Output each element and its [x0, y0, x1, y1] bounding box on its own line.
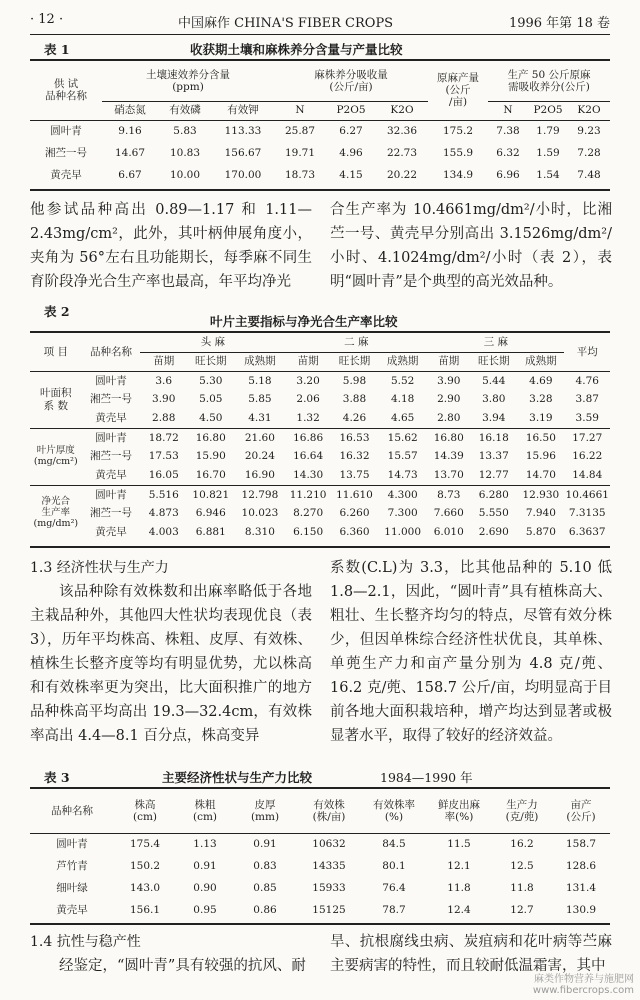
table-cell: 7.48: [577, 168, 601, 181]
table-cell: 2.90: [437, 393, 461, 406]
table-cell: 11.8: [447, 881, 471, 894]
table-cell: 16.22: [572, 450, 603, 463]
table-cell: 5.18: [248, 374, 272, 387]
table-cell: 155.9: [442, 146, 474, 159]
table-row: [30, 428, 610, 447]
table1-label: 表 1: [44, 42, 70, 57]
table-cell: 15125: [312, 903, 346, 916]
table-row: [30, 120, 610, 142]
table-cell: 12.1: [447, 859, 471, 872]
table-row: [30, 504, 610, 523]
table-cell: 170.00: [224, 168, 262, 181]
table-cell: 16.90: [234, 466, 285, 485]
table-cell: 11.000: [384, 526, 422, 539]
t2-stage: 苗期: [285, 352, 330, 371]
table-cell: 0.86: [253, 903, 277, 916]
t2-item: 净光合 生产率 (mg/dm²): [33, 496, 79, 530]
table-cell: 14.70: [517, 466, 564, 485]
table-cell: 3.90: [152, 393, 176, 406]
table1-title: 收获期土壤和麻株养分含量与产量比较: [190, 42, 403, 57]
table-cell: 16.80: [433, 431, 464, 444]
table-cell: 3.59: [564, 409, 610, 428]
table-cell: 12.798: [241, 488, 279, 501]
table-cell: 10.83: [169, 146, 201, 159]
t3-head: 鲜皮出麻 率(%): [426, 789, 492, 833]
table-cell: 0.95: [193, 903, 217, 916]
table-cell: 5.98: [342, 374, 367, 387]
t1-sub: P2O5: [326, 101, 376, 120]
table-cell: 10.4661: [565, 488, 609, 501]
t2-variety: 湘苎一号: [89, 450, 132, 463]
t1-sub: 有效磷: [158, 101, 212, 120]
table-cell: 4.96: [339, 146, 363, 159]
table-cell: 16.70: [187, 466, 234, 485]
t2-variety: 圆叶青: [95, 488, 127, 501]
table-cell: 175.2: [442, 125, 474, 138]
table3-label: 表 3: [44, 770, 70, 785]
table-cell: 7.38: [496, 125, 520, 138]
t2-stage: 苗期: [140, 352, 187, 371]
table-cell: 9.23: [577, 125, 601, 138]
table-cell: 0.91: [193, 859, 217, 872]
issue-info: 1996 年第 18 卷: [508, 16, 610, 31]
table-cell: 25.87: [284, 125, 316, 138]
t2-stage: 成熟期: [234, 352, 285, 371]
table-cell: 6.150: [293, 526, 324, 539]
table-cell: 7.660: [433, 507, 464, 520]
table-cell: 4.76: [575, 374, 599, 387]
table-cell: 5.44: [482, 374, 506, 387]
table-cell: 3.90: [437, 374, 461, 387]
table-cell: 1.79: [536, 125, 560, 138]
table-cell: 15933: [312, 881, 346, 894]
table-cell: 21.60: [244, 431, 275, 444]
t3-variety: 细叶绿: [56, 881, 88, 894]
table-cell: 1.59: [536, 146, 560, 159]
para1-left: [30, 198, 312, 294]
table-cell: 16.80: [195, 431, 226, 444]
table-cell: 4.26: [331, 409, 378, 428]
table-cell: 12.4: [447, 903, 471, 916]
t2-variety: 黄壳早: [82, 409, 141, 428]
table-cell: 6.96: [496, 168, 520, 181]
table-cell: 84.5: [382, 838, 406, 851]
table-cell: 5.516: [148, 488, 179, 501]
table-cell: 156.67: [224, 146, 262, 159]
table-cell: 3.20: [296, 374, 320, 387]
para1-right: [330, 198, 612, 294]
table-cell: 4.69: [529, 374, 553, 387]
journal-name: 中国麻作 CHINA'S FIBER CROPS: [178, 16, 394, 31]
section13-left: [30, 556, 312, 748]
table-cell: 78.7: [382, 903, 406, 916]
t2-stage: 旺长期: [187, 352, 234, 371]
t1-head-yield: 原麻产量 (公斤 /亩): [428, 61, 488, 120]
table-cell: 2.690: [478, 526, 509, 539]
table-cell: 4.50: [187, 409, 234, 428]
t1-sub: 有效钾: [212, 101, 274, 120]
table-cell: 14.84: [564, 466, 610, 485]
table2-bottom-rule: [30, 546, 610, 548]
table-cell: 5.30: [199, 374, 223, 387]
table-cell: 6.32: [496, 146, 520, 159]
table-cell: 16.32: [339, 450, 370, 463]
t3-head: 株高 (cm): [114, 789, 176, 833]
table-cell: 2.06: [296, 393, 320, 406]
table-cell: 12.77: [470, 466, 517, 485]
table-cell: 3.80: [482, 393, 506, 406]
table-row: [30, 142, 610, 164]
table-cell: 7.300: [387, 507, 418, 520]
t3-variety: 芦竹青: [56, 859, 88, 872]
body-text: 经鉴定，“圆叶青”具有较强的抗风、耐: [59, 958, 306, 974]
table-cell: 14.39: [433, 450, 464, 463]
table-cell: 7.940: [525, 507, 556, 520]
table-cell: 10632: [312, 838, 346, 851]
table-cell: 3.19: [517, 409, 564, 428]
table2: [30, 333, 610, 542]
table-cell: 3.28: [529, 393, 553, 406]
table-cell: 14.67: [114, 146, 146, 159]
t1-head-uptake: 麻株养分吸收量 (公斤/亩): [274, 61, 428, 101]
table-cell: 6.360: [339, 526, 370, 539]
table-cell: 9.16: [118, 125, 142, 138]
table-cell: 16.18: [478, 431, 509, 444]
table3: [30, 789, 610, 921]
table-row: [30, 164, 610, 186]
table-cell: 158.7: [565, 838, 597, 851]
table-cell: 143.0: [129, 881, 161, 894]
table-cell: 0.90: [193, 881, 217, 894]
table-cell: 16.86: [293, 431, 324, 444]
t3-variety: 黄壳早: [56, 903, 88, 916]
table-cell: 19.71: [284, 146, 316, 159]
table-row: [30, 833, 610, 855]
t3-variety: 圆叶青: [56, 838, 88, 851]
table3-years: 1984—1990 年: [380, 770, 473, 785]
t2-stage: 旺长期: [470, 352, 517, 371]
body-text: 他参试品种高出 0.89—1.17 和 1.11—2.43mg/cm²，此外，其叶柄伸展角度小，夹角为 56°左右且功能期长，每季麻不同生育阶段净光合生产率也最高，年平均净光: [30, 202, 312, 290]
table-cell: 4.18: [390, 393, 415, 406]
table-cell: 134.9: [442, 168, 474, 181]
t1-variety: 湘苎一号: [45, 146, 87, 159]
table-cell: 6.3637: [568, 526, 606, 539]
table-cell: 16.2: [510, 838, 534, 851]
section13-right: [330, 556, 612, 748]
table-cell: 15.90: [195, 450, 226, 463]
table-cell: 7.3135: [568, 507, 606, 520]
table-cell: 18.73: [284, 168, 316, 181]
t2-variety: 湘苎一号: [89, 507, 132, 520]
table-cell: 17.53: [148, 450, 179, 463]
table-cell: 6.881: [195, 526, 226, 539]
t1-head-need: 生产 50 公斤原麻 需吸收养分(公斤): [488, 61, 610, 101]
table-cell: 2.80: [427, 409, 470, 428]
table-cell: 4.15: [339, 168, 363, 181]
table-row: [30, 466, 610, 485]
table-cell: 13.70: [427, 466, 470, 485]
table-cell: 10.821: [192, 488, 230, 501]
table1: [30, 61, 610, 186]
t1-variety: 黄壳早: [50, 168, 82, 181]
table-row: [30, 899, 610, 921]
table-cell: 20.22: [386, 168, 418, 181]
table-cell: 6.280: [478, 488, 509, 501]
t1-sub: 硝态氮: [102, 101, 158, 120]
table-cell: 2.88: [140, 409, 187, 428]
table-cell: 22.73: [386, 146, 418, 159]
table2-title: 叶片主要指标与净光合生产率比较: [210, 314, 398, 329]
body-text: 旱、抗根腐线虫病、炭疽病和花叶病等苎麻主要病害的特性，而且较耐低温霜害，其中: [330, 934, 612, 974]
body-text: 合生产率为 10.4661mg/dm²/小时，比湘苎一号、黄壳早分别高出 3.1526mg/dm²/小时、4.1024mg/dm²/小时（表 2），表明“圆叶青”是个典型的高光效品种。: [330, 202, 612, 290]
t2-group-3: 三 麻: [427, 333, 564, 352]
t2-stage: 成熟期: [378, 352, 427, 371]
table-row: [30, 877, 610, 899]
table-cell: 8.73: [437, 488, 461, 501]
table-row: [30, 855, 610, 877]
table2-label: 表 2: [44, 304, 70, 319]
table-cell: 3.6: [155, 374, 173, 387]
t1-sub: N: [274, 101, 326, 120]
t2-head-avg: 平均: [564, 333, 610, 371]
page-number: · 12 ·: [30, 12, 64, 27]
table-cell: 1.32: [285, 409, 330, 428]
table-cell: 16.53: [339, 431, 370, 444]
table1-bottom-rule: [30, 189, 610, 191]
table-cell: 16.50: [525, 431, 556, 444]
table-cell: 12.7: [510, 903, 534, 916]
table-cell: 4.31: [234, 409, 285, 428]
table-cell: 175.4: [129, 838, 161, 851]
table-cell: 8.270: [293, 507, 324, 520]
table-cell: 5.870: [525, 526, 556, 539]
section14-heading: 1.4 抗性与稳产性: [30, 934, 141, 950]
table-cell: 76.4: [382, 881, 406, 894]
t1-head-variety: 供 试 品种名称: [30, 61, 102, 120]
table-cell: 113.33: [224, 125, 262, 138]
body-text: 系数(C.L)为 3.3，比其他品种的 5.10 低 1.8—2.1，因此，“圆叶青”具有植株高大、粗壮、生长整齐均匀的特点，尽管有效分株少，但因单株综合经济性状优良，其单株、单蔸生产力和亩产量分别为 4.8 克/蔸、16.2 克/蔸、158.7 公斤/亩，均明显高于目前各地大面积栽培种，增产均达到显著或极显著水平，取得了较好的经济效益。: [330, 560, 612, 744]
watermark: 麻类作物营养与施肥网 www.fibercrops.com: [532, 974, 634, 996]
table-cell: 15.62: [387, 431, 418, 444]
t3-head: 亩产 (公斤): [552, 789, 610, 833]
table-cell: 0.85: [253, 881, 277, 894]
table-cell: 4.873: [148, 507, 179, 520]
table-row: [30, 390, 610, 409]
table-cell: 1.13: [193, 838, 217, 851]
table-cell: 8.310: [244, 526, 275, 539]
t2-variety: 黄壳早: [82, 466, 141, 485]
table-cell: 12.930: [522, 488, 560, 501]
t3-head: 株粗 (cm): [176, 789, 234, 833]
table-row: [30, 447, 610, 466]
table-cell: 15.57: [387, 450, 418, 463]
t2-stage: 成熟期: [517, 352, 564, 371]
table-cell: 130.9: [565, 903, 597, 916]
table-cell: 6.27: [339, 125, 363, 138]
table-cell: 11.210: [289, 488, 327, 501]
table-cell: 150.2: [129, 859, 161, 872]
table-cell: 131.4: [565, 881, 597, 894]
table-cell: 15.96: [525, 450, 556, 463]
table-cell: 4.300: [387, 488, 418, 501]
t1-sub: P2O5: [528, 101, 568, 120]
table-cell: 16.05: [140, 466, 187, 485]
table-cell: 32.36: [386, 125, 418, 138]
t1-variety: 圆叶青: [50, 125, 82, 138]
table1-body: [30, 120, 610, 186]
t2-stage: 旺长期: [331, 352, 378, 371]
table-cell: 3.94: [470, 409, 517, 428]
body-text: 该品种除有效株数和出麻率略低于各地主栽品种外，其他四大性状均表现优良（表 3），历年平均株高、株粗、皮厚、有效株、植株生长整齐度等均有明显优势，尤以株高和有效株率更为突出，比大面积推广的地方品种株高平均高出 19.3—32.4cm，有效株率高出 4.4—8.1 百分点，株高变异: [30, 584, 312, 744]
t2-item: 叶片厚度 (mg/cm²): [30, 428, 82, 485]
table-row: [30, 371, 610, 390]
t1-head-soil: 土壤速效养分含量 (ppm): [102, 61, 274, 101]
t3-head: 生产力 (克/蔸): [492, 789, 552, 833]
t2-item: 叶面积 系 数: [30, 371, 82, 428]
table-cell: 6.260: [339, 507, 370, 520]
table-cell: 11.5: [447, 838, 471, 851]
running-header: [30, 12, 610, 34]
t2-variety: 圆叶青: [95, 374, 127, 387]
t2-variety: 圆叶青: [95, 431, 127, 444]
table-cell: 3.87: [575, 393, 599, 406]
table-cell: 4.65: [378, 409, 427, 428]
table3-title: 主要经济性状与生产力比较: [162, 770, 313, 785]
t1-sub: K2O: [568, 101, 610, 120]
table-cell: 16.64: [293, 450, 324, 463]
table-cell: 14335: [312, 859, 346, 872]
table-cell: 6.946: [195, 507, 226, 520]
table-cell: 0.83: [253, 859, 277, 872]
table-cell: 1.54: [536, 168, 560, 181]
table-cell: 128.6: [565, 859, 597, 872]
t2-variety: 黄壳早: [95, 526, 127, 539]
table-cell: 3.88: [342, 393, 367, 406]
table-cell: 13.75: [331, 466, 378, 485]
table-cell: 13.37: [478, 450, 509, 463]
section14-left: [30, 930, 312, 978]
t1-sub: K2O: [376, 101, 428, 120]
t2-head-variety: 品种名称: [82, 333, 141, 371]
table-cell: 5.85: [248, 393, 272, 406]
t2-group-1: 头 麻: [140, 333, 285, 352]
t3-head: 皮厚 (mm): [234, 789, 296, 833]
table-cell: 156.1: [129, 903, 161, 916]
table-row: [30, 485, 610, 504]
table-cell: 5.83: [173, 125, 197, 138]
header-rule: [30, 34, 610, 35]
table-cell: 7.28: [577, 146, 601, 159]
table-cell: 6.010: [433, 526, 464, 539]
t2-stage: 苗期: [427, 352, 470, 371]
table-cell: 5.550: [478, 507, 509, 520]
t2-variety: 湘苎一号: [89, 393, 132, 406]
table-cell: 12.5: [510, 859, 534, 872]
section13-heading: 1.3 经济性状与生产力: [30, 560, 169, 576]
table-cell: 11.610: [336, 488, 373, 501]
table-cell: 14.73: [378, 466, 427, 485]
t2-group-2: 二 麻: [285, 333, 427, 352]
table-cell: 4.003: [148, 526, 179, 539]
table-cell: 10.00: [169, 168, 201, 181]
t3-head: 有效株 (株/亩): [296, 789, 362, 833]
table-cell: 0.91: [253, 838, 277, 851]
table-cell: 6.67: [118, 168, 142, 181]
table-cell: 5.05: [199, 393, 223, 406]
table-cell: 18.72: [148, 431, 179, 444]
table-cell: 11.8: [510, 881, 534, 894]
t3-head: 品种名称: [30, 789, 114, 833]
table-cell: 10.023: [241, 507, 279, 520]
table-cell: 14.30: [285, 466, 330, 485]
t2-head-item: 项 目: [30, 333, 82, 371]
table3-bottom-rule: [30, 923, 610, 925]
t3-head: 有效株率 (%): [362, 789, 426, 833]
t1-sub: N: [488, 101, 528, 120]
table-cell: 80.1: [382, 859, 406, 872]
table-row: [30, 523, 610, 542]
table-cell: 20.24: [244, 450, 275, 463]
table-row: [30, 409, 610, 428]
table-cell: 17.27: [572, 431, 603, 444]
table-cell: 5.52: [390, 374, 415, 387]
